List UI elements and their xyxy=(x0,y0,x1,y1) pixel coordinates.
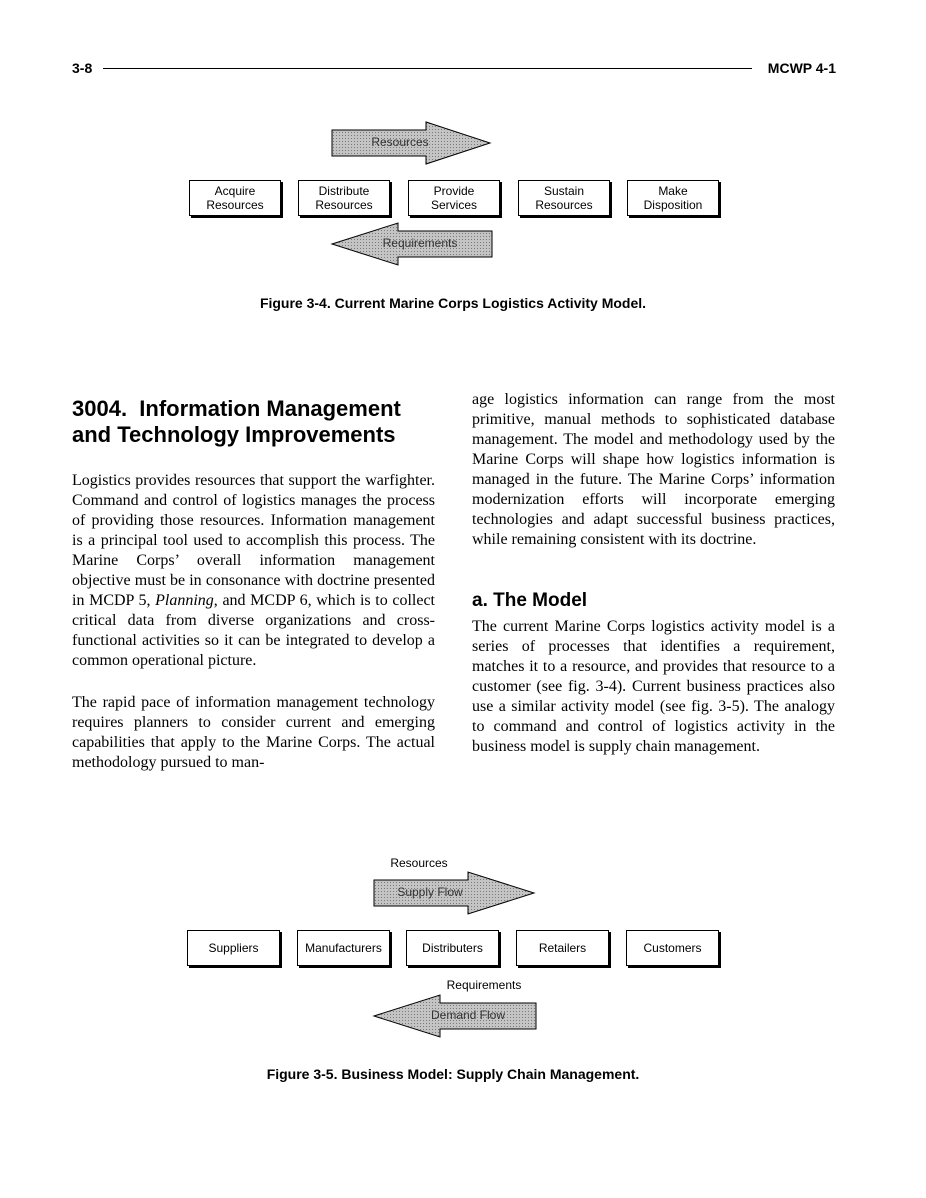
activity-box-acquire: Acquire Resources xyxy=(189,180,281,216)
requirements-arrow-label: Requirements xyxy=(382,236,458,250)
chain-box-manufacturers: Manufacturers xyxy=(297,930,390,966)
left-column xyxy=(72,471,435,773)
right-column-bottom xyxy=(472,617,835,757)
figure-3-5-caption: Figure 3-5. Business Model: Supply Chain Management. xyxy=(266,1066,640,1082)
right-column-top xyxy=(472,390,835,550)
paragraph-model: The current Marine Corps logistics activity model is a series of processes that identifies a requirement, matches it to a resource, and provides that resource to a customer (see fig. 3-4). Current business practices also use a similar activity model (see fig. 3-5). The analogy to command and control of logistics activity in the business model is supply chain management. xyxy=(472,618,835,755)
figure-3-4-caption: Figure 3-4. Current Marine Corps Logistics Activity Model. xyxy=(259,295,647,311)
paragraph-rapid-pace: The rapid pace of information management technology requires planners to consider current and emerging capabilities that apply to the Marine Corps. The actual methodology pursued to man- xyxy=(72,694,435,771)
supply-flow-label: Supply Flow xyxy=(397,885,463,899)
page-number: 3-8 xyxy=(72,60,93,76)
paragraph-methodology: age logistics information can range from the most primitive, manual methods to sophisticated database management. The model and methodology used by the Marine Corps will shape how logistics information is managed in the future. The Marine Corps’ information modernization efforts will incorporate emerging technologies and adapt successful business practices, while remaining consistent with its doctrine. xyxy=(472,391,835,548)
chain-box-retailers: Retailers xyxy=(516,930,609,966)
activity-box-provide: Provide Services xyxy=(408,180,500,216)
publication-id: MCWP 4-1 xyxy=(767,60,836,76)
chain-box-distributers: Distributers xyxy=(406,930,499,966)
activity-box-disposition: Make Disposition xyxy=(627,180,719,216)
demand-flow-label: Demand Flow xyxy=(430,1008,506,1022)
subsection-title: a. The Model xyxy=(472,590,588,611)
chain-box-customers: Customers xyxy=(626,930,719,966)
activity-box-sustain: Sustain Resources xyxy=(518,180,610,216)
chain-box-suppliers: Suppliers xyxy=(187,930,280,966)
resources-label: Resources xyxy=(390,856,448,870)
requirements-label: Requirements xyxy=(446,978,522,992)
resources-arrow-label: Resources xyxy=(371,135,429,149)
header-rule xyxy=(103,68,752,69)
paragraph-logistics: Logistics provides resources that support the warfighter. Command and control of logistics manages the process of providing those resources. Information management is a principal tool used to accomplish this process. The Marine Corps’ overall information management objective must be in consonance with doctrine presented in MCDP 5, Planning, and MCDP 6, which is to collect critical data from diverse organizations and cross-functional activities so it can be integrated to develop a common operational picture. xyxy=(72,472,435,669)
section-title: 3004. Information Management and Technology Improvements xyxy=(72,396,401,447)
activity-box-distribute: Distribute Resources xyxy=(298,180,390,216)
